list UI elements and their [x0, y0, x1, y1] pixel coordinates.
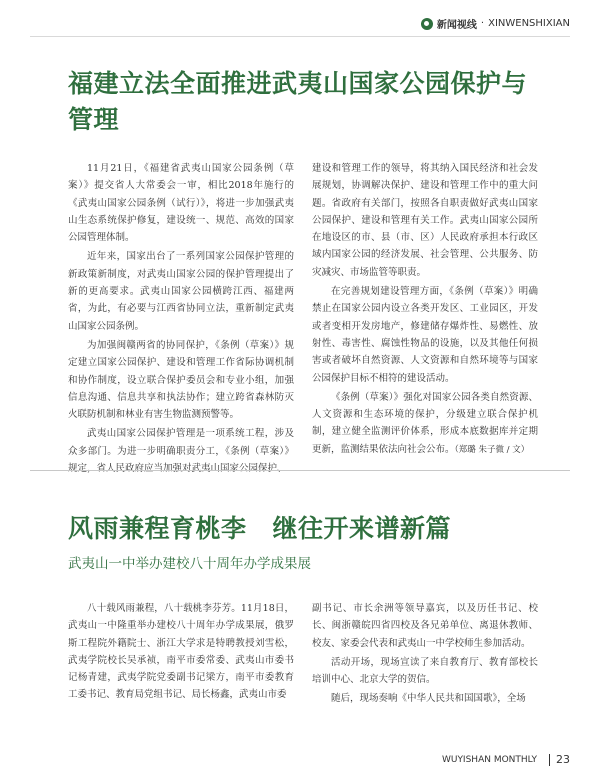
article1-paragraph-continued: 建设和管理工作的领导，将其纳入国民经济和社会发展规划，协调解决保护、建设和管理工作中的重大问题。省政府有关部门，按照各自职责做好武夷山国家公园保护、建设和管理有关工作。武夷山国家公园所在地设区的市、县（市、区）人民政府承担本行政区域内国家公园的经济发展、社会管理、公共服务、防灾减灾、市场监管等职责。	[312, 163, 538, 278]
article1-paragraph: 近年来，国家出台了一系列国家公园保护管理的新政策新制度，对武夷山国家公园的保护管理提出了新的更高要求。武夷山国家公园横跨江西、福建两省，为此，有必要与江西省协同立法，重新制定武夷山国家公园条例。	[68, 251, 294, 332]
article2-column-left	[68, 600, 294, 706]
header-rule	[30, 36, 570, 37]
article1-paragraph	[312, 389, 538, 459]
article2-paragraph-continued: 副书记、市长余洲等领导嘉宾，以及历任书记、校长、闽浙赣皖四省四校及各兄弟单位、离退休教师、校友、家委会代表和武夷山一中学校师生参加活动。	[312, 603, 538, 649]
article2-title-part2: 继往开来谱新篇	[272, 514, 452, 543]
article1-paragraph: 武夷山国家公园保护管理是一项系统工程，涉及众多部门。为进一步明确职责分工，《条例（草案）》规定，省人民政府应当加强对武夷山国家公园保护、	[68, 428, 294, 475]
page-number: 23	[556, 753, 570, 766]
article1-byline: （郑璐 朱子微 / 文）	[454, 444, 530, 455]
section-dot: ·	[480, 18, 485, 29]
article1-column-left	[68, 160, 294, 479]
article-divider	[30, 470, 570, 471]
article1-paragraph: 为加强闽赣两省的协同保护，《条例（草案）》规定建立国家公园保护、建设和管理工作省际协调机制和协作制度，设立联合保护委员会和专业小组，加强信息沟通、信息共享和执法协作；建立跨省森林防灭火联防机制和林业有害生物监测预警等。	[68, 339, 294, 421]
page-footer	[442, 753, 570, 766]
article2-title-part1: 风雨兼程育桃李	[68, 514, 247, 543]
article1-title: 福建立法全面推进武夷山国家公园保护与管理	[68, 69, 528, 134]
article1-paragraph: 在完善规划建设管理方面，《条例（草案）》明确禁止在国家公园内设立各类开发区、工业园区，开发或者变相开发房地产，修建储存爆炸性、易燃性、放射性、毒害性、腐蚀性物品的设施，以及其他任何损害或者破坏自然资源、人文资源和自然环境等与国家公园保护目标不相符的建设活动。	[312, 286, 538, 384]
article2-paragraph: 随后，现场奏响《中华人民共和国国歌》，全场	[331, 693, 526, 705]
article2-paragraph: 八十载风雨兼程，八十载桃李芬芳。11月18日，武夷山一中隆重举办建校八十周年办学成果展，俄罗斯工程院外籍院士、浙江大学求是特聘教授刘雪松，武夷学院校长吴承祯，南平市委常委、武夷山市委书记杨青建，武夷学院党委副书记梁方，南平市委教育工委书记、教育局党组书记、局长杨鑫，武夷山市委	[68, 603, 294, 701]
article1-paragraph: 11月21日，《福建省武夷山国家公园条例（草案）》提交省人大常委会一审，相比2018年施行的《武夷山国家公园条例（试行）》，将进一步加强武夷山生态系统保护修复，建设统一、规范、高效的国家公园管理体制。	[68, 163, 294, 244]
magazine-logo-icon	[421, 18, 433, 30]
article2-column-right	[312, 600, 538, 710]
section-header	[421, 16, 570, 31]
article2-subtitle: 武夷山一中举办建校八十周年办学成果展	[68, 556, 311, 572]
article1-paragraph-text: 《条例（草案）》强化对国家公园各类自然资源、人文资源和生态环境的保护，分级建立联合保护机制，建立健全监测评价体系，形成本底数据库并定期更新，监测结果依法向社会公布。	[312, 391, 538, 455]
magazine-name: WUYISHAN MONTHLY	[441, 754, 537, 765]
article2-title	[68, 509, 451, 545]
article2-paragraph: 活动开场，现场宣读了来自教育厅、教育部校长培训中心、北京大学的贺信。	[312, 656, 538, 686]
section-name-en: XINWENSHIXIAN	[488, 18, 570, 29]
article1-column-right	[312, 160, 538, 461]
footer-separator	[549, 754, 550, 766]
section-name-cn: 新闻视线	[436, 20, 477, 31]
